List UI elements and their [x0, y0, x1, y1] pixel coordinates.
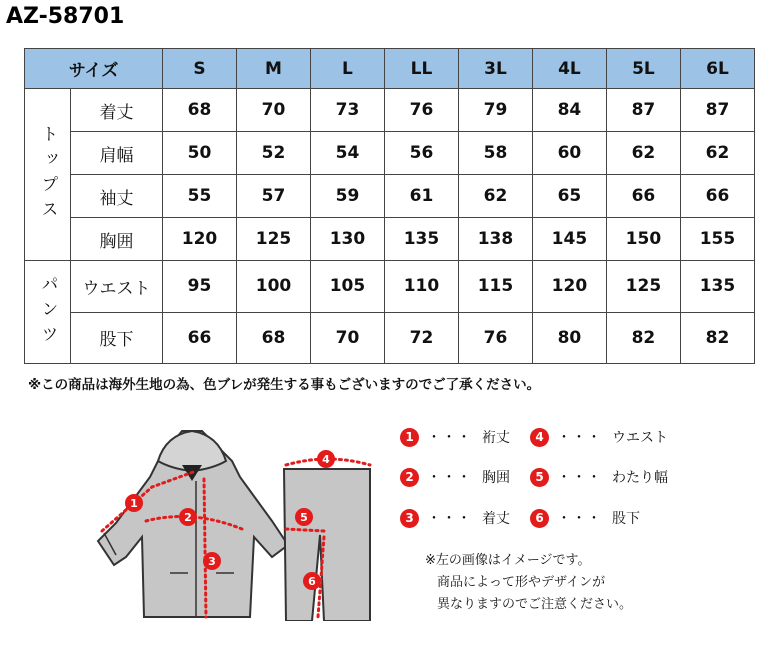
size-row	[25, 218, 755, 261]
size-value-cell: 70	[237, 89, 311, 132]
size-value-cell: 55	[163, 175, 237, 218]
measure-marker-number: 3	[208, 555, 216, 568]
caption-line: ※左の画像はイメージです。	[425, 553, 591, 568]
size-header-row	[25, 49, 755, 89]
measure-marker-number: 6	[308, 575, 316, 588]
legend-number: 6	[530, 509, 549, 528]
size-value-cell: 115	[458, 261, 532, 312]
size-value-cell: 138	[458, 218, 532, 261]
size-value-cell: 150	[606, 218, 680, 261]
size-value-cell: 72	[384, 312, 458, 363]
size-header-cell: 4L	[532, 49, 606, 89]
size-row	[25, 89, 755, 132]
size-value-cell: 52	[237, 132, 311, 175]
legend-item	[400, 467, 510, 487]
size-value-cell: 84	[532, 89, 606, 132]
size-value-cell: 130	[310, 218, 384, 261]
size-header-corner: サイズ	[25, 49, 163, 89]
size-value-cell: 120	[532, 261, 606, 312]
size-value-cell: 135	[384, 218, 458, 261]
size-row	[25, 312, 755, 363]
row-label: 胸囲	[71, 218, 163, 261]
size-value-cell: 87	[680, 89, 754, 132]
size-value-cell: 68	[163, 89, 237, 132]
group-label: トップス	[25, 89, 71, 261]
legend-number: 1	[400, 428, 419, 447]
size-value-cell: 50	[163, 132, 237, 175]
caption-line: 異なりますのでご注意ください。	[437, 597, 633, 612]
legend-dots: ・・・	[557, 511, 602, 527]
size-header-cell: S	[163, 49, 237, 89]
image-caption	[425, 550, 632, 616]
size-value-cell: 56	[384, 132, 458, 175]
disclaimer-note: ※この商品は海外生地の為、色ブレが発生する事もございますのでご了承ください。	[28, 377, 541, 393]
size-value-cell: 76	[458, 312, 532, 363]
size-value-cell: 62	[606, 132, 680, 175]
size-value-cell: 82	[606, 312, 680, 363]
legend-number: 3	[400, 509, 419, 528]
legend-label: わたり幅	[612, 470, 668, 486]
size-value-cell: 82	[680, 312, 754, 363]
size-value-cell: 125	[237, 218, 311, 261]
legend-label: 裄丈	[482, 430, 510, 446]
measure-marker-number: 1	[130, 497, 138, 510]
size-value-cell: 135	[680, 261, 754, 312]
legend-number: 2	[400, 468, 419, 487]
legend-item	[530, 467, 668, 487]
size-value-cell: 66	[163, 312, 237, 363]
size-value-cell: 110	[384, 261, 458, 312]
size-value-cell: 87	[606, 89, 680, 132]
legend-item	[400, 427, 510, 447]
legend-item	[400, 508, 510, 528]
caption-line: 商品によって形やデザインが	[437, 575, 606, 590]
size-value-cell: 59	[310, 175, 384, 218]
size-header-cell: L	[310, 49, 384, 89]
size-value-cell: 155	[680, 218, 754, 261]
row-label: 肩幅	[71, 132, 163, 175]
size-value-cell: 57	[237, 175, 311, 218]
group-label: パンツ	[25, 261, 71, 364]
size-value-cell: 79	[458, 89, 532, 132]
size-value-cell: 100	[237, 261, 311, 312]
pants-shape	[284, 469, 370, 621]
size-value-cell: 125	[606, 261, 680, 312]
size-header-cell: 6L	[680, 49, 754, 89]
row-label: 股下	[71, 312, 163, 363]
legend-number: 4	[530, 428, 549, 447]
row-label: ウエスト	[71, 261, 163, 312]
model-number: AZ-58701	[6, 4, 125, 29]
size-value-cell: 120	[163, 218, 237, 261]
size-header-cell: 3L	[458, 49, 532, 89]
legend-item	[530, 508, 640, 528]
legend-dots: ・・・	[427, 430, 472, 446]
legend-number: 5	[530, 468, 549, 487]
size-value-cell: 62	[680, 132, 754, 175]
size-value-cell: 105	[310, 261, 384, 312]
size-header-cell: M	[237, 49, 311, 89]
measure-line-5	[286, 529, 324, 531]
size-value-cell: 58	[458, 132, 532, 175]
size-value-cell: 145	[532, 218, 606, 261]
size-value-cell: 76	[384, 89, 458, 132]
legend-dots: ・・・	[427, 470, 472, 486]
size-value-cell: 95	[163, 261, 237, 312]
size-value-cell: 60	[532, 132, 606, 175]
size-value-cell: 70	[310, 312, 384, 363]
legend-label: ウエスト	[612, 430, 668, 446]
measure-marker-number: 5	[300, 511, 308, 524]
legend-item	[530, 427, 668, 447]
legend-dots: ・・・	[557, 430, 602, 446]
size-row	[25, 132, 755, 175]
size-value-cell: 73	[310, 89, 384, 132]
size-row	[25, 175, 755, 218]
legend-label: 股下	[612, 511, 640, 527]
measure-marker-number: 2	[184, 511, 192, 524]
size-row	[25, 261, 755, 312]
size-header-cell: LL	[384, 49, 458, 89]
row-label: 袖丈	[71, 175, 163, 218]
size-value-cell: 61	[384, 175, 458, 218]
legend-dots: ・・・	[557, 470, 602, 486]
garment-illustration	[92, 425, 392, 621]
size-value-cell: 80	[532, 312, 606, 363]
size-value-cell: 66	[680, 175, 754, 218]
measure-marker-number: 4	[322, 453, 330, 466]
size-header-cell: 5L	[606, 49, 680, 89]
legend-dots: ・・・	[427, 511, 472, 527]
size-value-cell: 54	[310, 132, 384, 175]
size-value-cell: 66	[606, 175, 680, 218]
legend-label: 着丈	[482, 511, 510, 527]
size-value-cell: 68	[237, 312, 311, 363]
size-value-cell: 65	[532, 175, 606, 218]
legend-label: 胸囲	[482, 470, 510, 486]
size-table	[24, 48, 755, 364]
row-label: 着丈	[71, 89, 163, 132]
size-value-cell: 62	[458, 175, 532, 218]
